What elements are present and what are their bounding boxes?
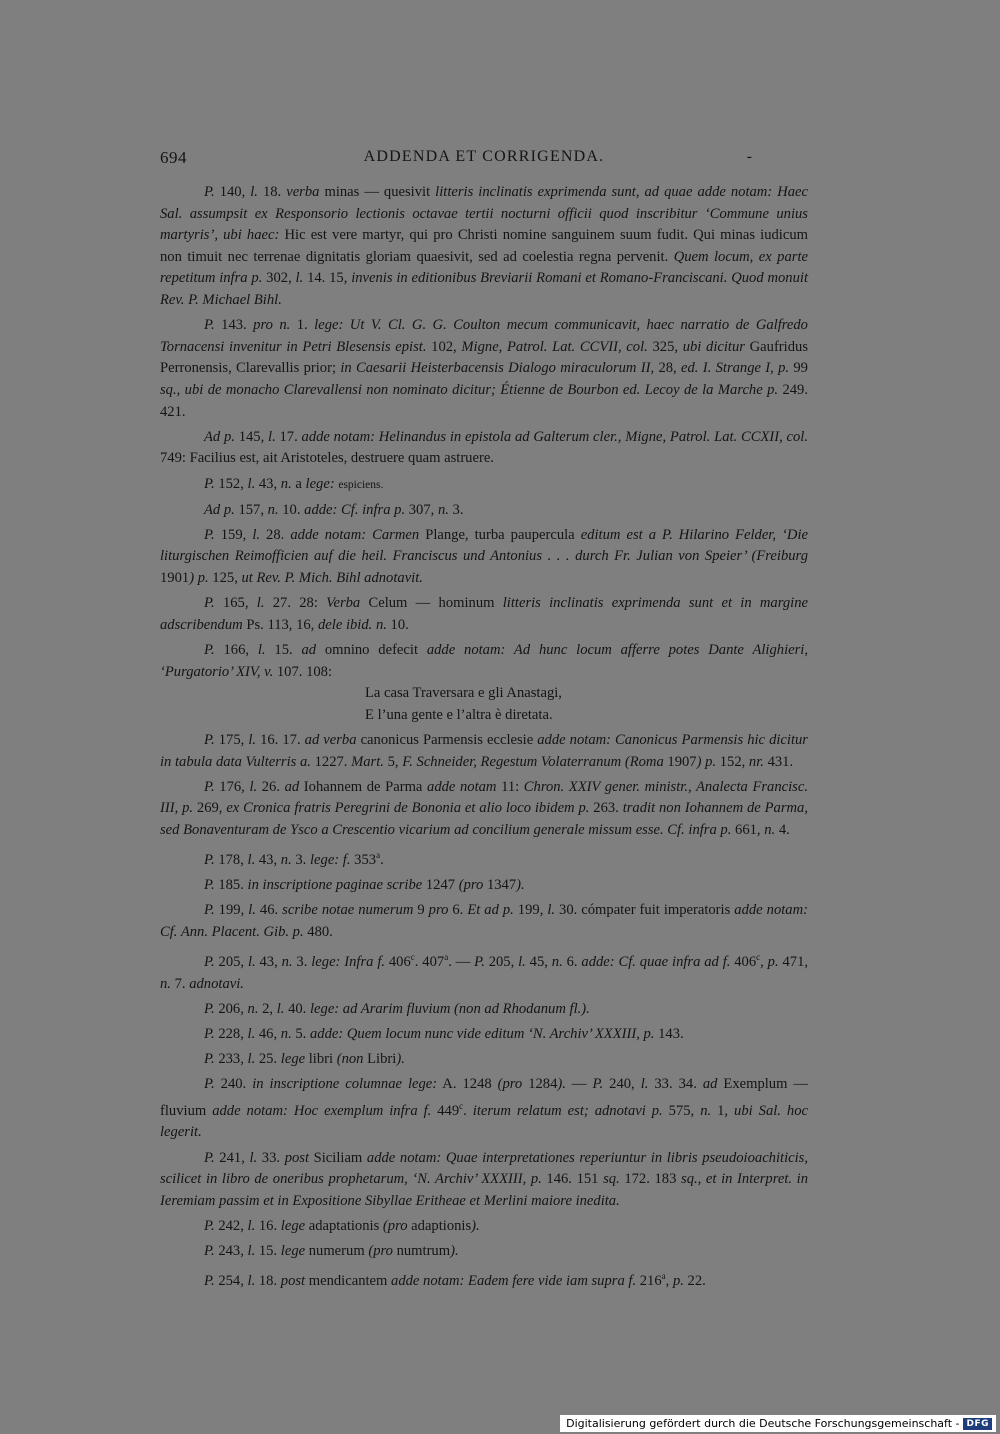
entry-p206: P. 206, n. 2, l. 40. lege: ad Ararim fluvium (non ad Rhodanum fl.).: [204, 1000, 590, 1017]
page-number: 694: [160, 148, 187, 167]
entry-p205: P. 205, l. 43, n. 3. lege: Infra f. 406$^c$. 407$^a$. — P. 205, l. 45, n. 6. adde: Cf. quae infra ad f. 406$^c$, p. 471, n. 7. adnotavi.: [160, 952, 809, 992]
entry-p240: P. 240. in inscriptione columnae lege: A. 1248 (pro 1284). — P. 240, l. 33. 34. ad Exemplum — fluvium adde notam: Hoc exemplum infra f. 449$^c$. iterum relatum est; adnotavi p. 575, n. 1, ubi Sal. hoc legerit.: [160, 1076, 809, 1141]
dfg-logo-icon: DFG: [963, 1418, 992, 1430]
entry-p233: P. 233, l. 25. lege libri (non Libri).: [204, 1051, 405, 1068]
entry-p228: P. 228, l. 46, n. 5. adde: Quem locum nunc vide editum ‘N. Archiv’ XXXIII, p. 143.: [204, 1026, 684, 1042]
header-mark: -: [746, 148, 752, 165]
entry-p143: P. 143. pro n. 1. lege: Ut V. Cl. G. G. Coulton mecum communicavit, haec narratio de Galfredo Tornacensi invenitur in Petri Blesensis epist. 102, Migne, Patrol. Lat. CCVII, col. 325, ubi dicitur Gaufridus Perronensis, Clarevallis prior; in Caesarii Heisterbacensis Dialogo miraculorum II, 28, ed. I. Strange I, p. 99 sq., ubi de monacho Clarevallensi non nominato dicitur; Étienne de Bourbon ed. Lecoy de la Marche p. 249. 421.: [160, 317, 808, 420]
entry-p145: Ad p. 145, l. 17. adde notam: Helinandus in epistola ad Galterum cler., Migne, Patrol. Lat. CCXII, col. 749: Facilius est, ait Aristoteles, destruere quam astruere.: [160, 428, 808, 467]
entry-p199: P. 199, l. 46. scribe notae numerum 9 pro 6. Et ad p. 199, l. 30. cómpater fuit imperatoris adde notam: Cf. Ann. Placent. Gib. p. 480.: [160, 902, 808, 940]
verse-quotation: [160, 683, 808, 726]
entry-p140: P. 140, l. 18. verba minas — quesivit litteris inclinatis exprimenda sunt, ad quae adde notam: Haec Sal. assumpsit ex Responsorio lectionis octavae tertii nocturni officii quod inscribitur ‘Commune unius martyris’, ubi haec: Hic est vere martyr, qui pro Christi nomine sanguinem suum fudit. Qui minas iudicum non timuit nec terrenae dignitatis gloriam quaesivit, sed ad coelestia regna pervenit. Quem locum, ex parte repetitum infra p. 302, l. 14. 15, invenis in editionibus Breviarii Romani et Romano-Franciscani. Quod monuit Rev. P. Michael Bihl.: [160, 184, 808, 308]
entry-p176: P. 176, l. 26. ad Iohannem de Parma adde notam 11: Chron. XXIV gener. ministr., Analecta Francisc. III, p. 269, ex Cronica fratris Peregrini de Bononia et alio loco ibidem p. 263. tradit non Iohannem de Parma, sed Bonaventuram de Ysco a Crescentio vicarium ad concilium generale missum esse. Cf. infra p. 661, n. 4.: [160, 778, 808, 838]
running-title: ADDENDA ET CORRIGENDA.: [363, 148, 605, 165]
page-header: [160, 148, 808, 170]
verse-line: E l’una gente e l’altra è diretata.: [365, 706, 553, 723]
entry-p157: Ad p. 157, n. 10. adde: Cf. infra p. 307, n. 3.: [204, 501, 464, 518]
entry-p175: P. 175, l. 16. 17. ad verba canonicus Parmensis ecclesie adde notam: Canonicus Parmensis hic dicitur in tabula data Vulterris a. 1227. Mart. 5, F. Schneider, Regestum Volaterranum (Roma 1907) p. 152, nr. 431.: [160, 732, 808, 770]
footer-text: Digitalisierung gefördert durch die Deutsche Forschungsgemeinschaft -: [566, 1417, 960, 1430]
entry-p242: P. 242, l. 16. lege adaptationis (pro adaptionis).: [204, 1217, 480, 1234]
entry-p166: P. 166, l. 15. ad omnino defecit adde notam: Ad hunc locum afferre potes Dante Alighieri, ‘Purgatorio’ XIV, v. 107. 108:: [160, 642, 808, 680]
digitization-footer: [560, 1415, 996, 1432]
entry-p241: P. 241, l. 33. post Siciliam adde notam: Quae interpretationes reperiuntur in libris pseudoioachiticis, scilicet in libro de oneribus prophetarum, ‘N. Archiv’ XXXIII, p. 146. 151 sq. 172. 183 sq., et in Interpret. in Ieremiam passim et in Expositione Sibyllae Eritheae et Merlini maiore inedita.: [160, 1149, 808, 1209]
entry-p152: P. 152, l. 43, n. a lege: espiciens.: [204, 475, 384, 492]
entry-p159: P. 159, l. 28. adde notam: Carmen Plange, turba paupercula editum est a P. Hilarino Felder, ‘Die liturgischen Reimofficien auf die heil. Franciscus und Antonius . . . durch Fr. Julian von Speier’ (Freiburg 1901) p. 125, ut Rev. P. Mich. Bihl adnotavit.: [160, 526, 808, 587]
entry-p254: P. 254, l. 18. post mendicantem adde notam: Eadem fere vide iam supra f. 216$^a$, p. 22.: [204, 1271, 706, 1290]
entry-p165: P. 165, l. 27. 28: Verba Celum — hominum litteris inclinatis exprimenda sunt et in margine adscribendum Ps. 113, 16, dele ibid. n. 10.: [160, 595, 808, 633]
entry-p185: P. 185. in inscriptione paginae scribe 1247 (pro 1347).: [204, 877, 525, 894]
page-body: [160, 182, 808, 1293]
entry-p178: P. 178, l. 43, n. 3. lege: f. 353$^a$.: [204, 850, 384, 869]
entry-p243: P. 243, l. 15. lege numerum (pro numtrum).: [204, 1243, 459, 1260]
verse-line: La casa Traversara e gli Anastagi,: [365, 685, 562, 702]
